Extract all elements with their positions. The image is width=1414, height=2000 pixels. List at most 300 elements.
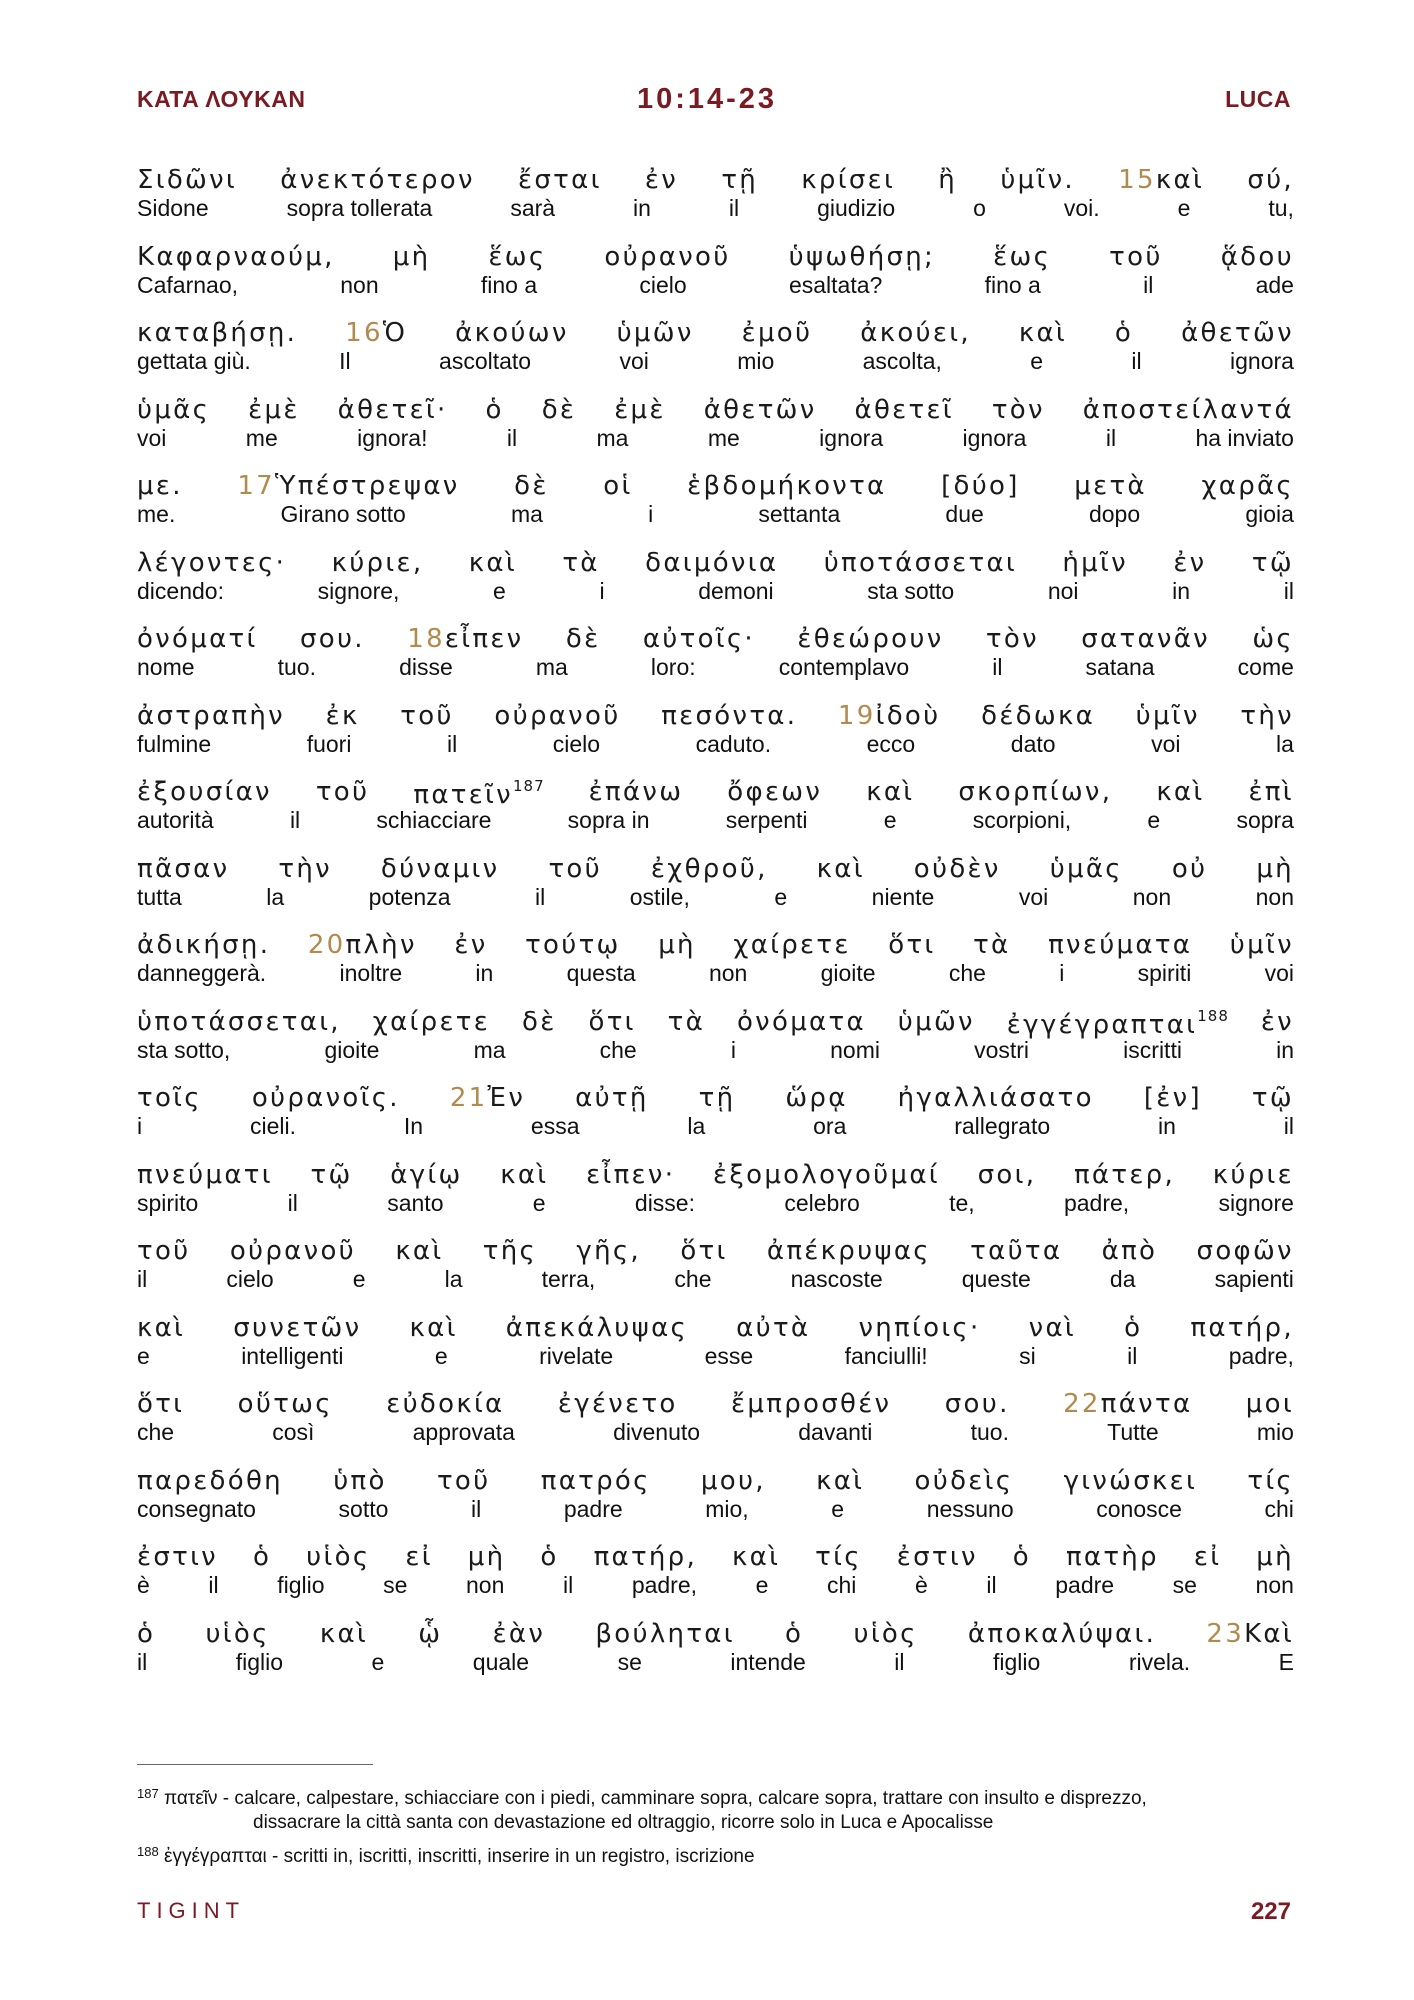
italian-word: padre, [1063, 1189, 1130, 1216]
italian-word: e [352, 1266, 366, 1292]
italian-word: sopra in [567, 807, 650, 833]
greek-word: πάτερ, [1073, 1159, 1176, 1190]
greek-word: τῆς [482, 1236, 538, 1266]
italian-word: e [1177, 195, 1191, 221]
greek-word: 22πάντα [1063, 1389, 1193, 1419]
italian-word: il [447, 730, 458, 757]
greek-word: ἀκούων [455, 318, 569, 348]
italian-word: il [137, 1266, 148, 1292]
greek-word: πατεῖν187 [413, 777, 545, 810]
greek-word: σου. [944, 1389, 1010, 1419]
italian-word: noi [1047, 577, 1079, 604]
italian-word: e [755, 1572, 769, 1598]
italian-word: In [403, 1113, 424, 1139]
italian-line [137, 1649, 1294, 1676]
greek-word: ὅτι [888, 930, 936, 960]
greek-word: ὁ [540, 1542, 559, 1572]
greek-word: πνεύματα [1048, 930, 1193, 960]
italian-word: rivela. [1128, 1648, 1191, 1675]
greek-word: καὶ [319, 1618, 369, 1649]
italian-line [137, 425, 1294, 452]
italian-word: se [617, 1648, 642, 1675]
greek-word: δύναμιν [380, 853, 500, 884]
italian-word: cielo [226, 1266, 274, 1292]
greek-word: ᾧ [418, 1618, 443, 1649]
italian-word: figlio [993, 1648, 1041, 1675]
interlinear-line [137, 691, 1294, 768]
italian-word: quale [472, 1648, 530, 1675]
greek-word: ἡμῖν [1062, 547, 1128, 578]
italian-word: serpenti [725, 807, 808, 833]
greek-word: καὶ [732, 1542, 781, 1572]
italian-line [137, 1419, 1294, 1446]
greek-word: ὑμῶν [897, 1006, 975, 1037]
italian-word: in [1276, 1036, 1294, 1063]
greek-word: τὴν [278, 853, 332, 884]
greek-word: υἱὸς [853, 1618, 918, 1649]
italian-word: Cafarnao, [137, 271, 239, 298]
footnote-number: 188 [137, 1844, 159, 1859]
italian-word: fino a [984, 271, 1041, 298]
italian-word: me [707, 424, 740, 451]
italian-word: approvata [412, 1419, 515, 1445]
greek-word: εἶπεν· [586, 1159, 676, 1190]
footnote-ref: 188 [1197, 1006, 1229, 1025]
greek-word: ἐμὲ [614, 394, 666, 425]
italian-word: il [506, 424, 518, 451]
italian-word: il [1105, 424, 1117, 451]
greek-line [137, 548, 1294, 578]
italian-word: non [340, 271, 379, 298]
greek-word: τοῖς [137, 1083, 202, 1113]
italian-word: e [371, 1648, 385, 1675]
italian-word: gioite [820, 960, 876, 986]
italian-word: nome [137, 654, 195, 680]
greek-word: 17Ὑπέστρεψαν [237, 471, 460, 501]
interlinear-line [137, 1379, 1294, 1456]
greek-word: καὶ [816, 853, 865, 884]
italian-word: cielo [552, 730, 601, 757]
italian-word: satana [1085, 654, 1155, 680]
greek-word: τὸν [991, 394, 1045, 425]
greek-word: ἀποστείλαντά [1082, 394, 1294, 425]
greek-word: ὁ [1114, 318, 1134, 348]
publisher-name: TIGINT [137, 1898, 246, 1923]
italian-word: cieli. [249, 1113, 296, 1139]
greek-word: αὐτὰ [736, 1312, 811, 1343]
italian-word: figlio [277, 1572, 325, 1598]
italian-word: celebro [784, 1189, 860, 1216]
italian-word: voi [1151, 730, 1181, 757]
greek-word: καὶ [1156, 777, 1205, 807]
greek-word: μου, [700, 1465, 766, 1496]
italian-word: dicendo: [137, 577, 224, 604]
italian-word: ma [535, 654, 568, 680]
italian-word: tutta [137, 883, 182, 910]
italian-word: disse [399, 654, 453, 680]
greek-word: τὴν [1240, 700, 1294, 731]
italian-word: intende [730, 1648, 806, 1675]
italian-word: E [1278, 1648, 1294, 1675]
greek-line [137, 1542, 1294, 1572]
greek-word: χαρᾶς [1201, 471, 1294, 501]
greek-line [137, 930, 1294, 960]
italian-word: essa [530, 1113, 580, 1139]
greek-word: Σιδῶνι [137, 165, 238, 195]
italian-word: i [648, 501, 654, 527]
italian-word: il [287, 1189, 298, 1216]
greek-line [137, 471, 1294, 501]
greek-word: ἐγγέγραπται188 [1006, 1006, 1229, 1040]
italian-word: i [137, 1113, 143, 1139]
italian-line [137, 501, 1294, 528]
italian-line [137, 1572, 1294, 1599]
interlinear-line [137, 385, 1294, 462]
greek-word: εἰ [405, 1542, 433, 1572]
greek-word: μὴ [1256, 1542, 1294, 1572]
italian-word: ignora [962, 424, 1027, 451]
italian-word: conosce [1096, 1495, 1182, 1522]
italian-word: fino a [480, 271, 538, 298]
greek-word: βούληται [595, 1618, 735, 1649]
italian-word: i [1059, 960, 1065, 986]
italian-word: il [562, 1572, 574, 1598]
interlinear-line [137, 997, 1294, 1074]
greek-word: πᾶσαν [137, 853, 230, 884]
greek-word: συνετῶν [233, 1312, 362, 1343]
italian-word: davanti [798, 1419, 873, 1445]
italian-word: tuo. [970, 1419, 1009, 1445]
interlinear-line [137, 308, 1294, 385]
page-number: 227 [1250, 1898, 1291, 1925]
italian-word: ascolta, [862, 348, 942, 374]
italian-word: ignora! [357, 424, 428, 451]
greek-word: ἐπάνω [588, 777, 684, 807]
interlinear-line [137, 1303, 1294, 1380]
italian-word: in [1172, 577, 1191, 604]
italian-word: e [137, 1342, 150, 1369]
greek-word: τοῦ [400, 700, 454, 731]
interlinear-line [137, 1456, 1294, 1533]
italian-line [137, 1190, 1294, 1217]
italian-word: ignora [819, 424, 884, 451]
italian-word: mio, [705, 1495, 749, 1522]
italian-word: mio [737, 348, 775, 374]
italian-word: nessuno [926, 1495, 1014, 1522]
verse-number: 17 [237, 471, 276, 501]
italian-word: che [674, 1266, 712, 1292]
italian-line [137, 1343, 1294, 1370]
interlinear-line [137, 538, 1294, 615]
italian-word: il [535, 883, 546, 910]
italian-word: Girano sotto [280, 501, 406, 527]
greek-word: ὡς [1252, 624, 1294, 654]
greek-word: ἐχθροῦ, [650, 853, 768, 884]
verse-number: 15 [1118, 165, 1156, 195]
italian-word: il [992, 654, 1003, 680]
italian-word: santo [387, 1189, 444, 1216]
greek-word: ἐν [644, 165, 679, 195]
greek-word: μὴ [1256, 853, 1294, 884]
italian-word: esse [704, 1342, 754, 1369]
italian-word: è [915, 1572, 928, 1598]
greek-word: ἀπὸ [1101, 1236, 1158, 1266]
greek-word: ἔμπροσθέν [731, 1389, 892, 1419]
italian-word: in [475, 960, 494, 986]
greek-word: υἱὸς [205, 1618, 270, 1649]
interlinear-line [137, 155, 1294, 232]
italian-word: gioia [1245, 501, 1294, 527]
greek-word: τοῦ [137, 1236, 191, 1266]
italian-word: il [1127, 1342, 1138, 1369]
greek-word: υἱὸς [306, 1542, 371, 1572]
verse-number: 22 [1063, 1389, 1101, 1419]
greek-word: ὑμᾶς [137, 394, 211, 425]
italian-word: autorità [137, 807, 214, 833]
greek-word: σατανᾶν [1081, 624, 1210, 654]
italian-line [137, 272, 1294, 299]
greek-word: ὅτι [588, 1006, 636, 1037]
italian-word: disse: [634, 1189, 695, 1216]
italian-word: signore [1218, 1189, 1294, 1216]
italian-word: ma [510, 501, 543, 527]
italian-word: il [289, 807, 301, 833]
verse-number: 23 [1206, 1618, 1245, 1649]
greek-word: ὁ [1124, 1312, 1143, 1343]
greek-word: δὲ [522, 1006, 557, 1037]
verse-number: 18 [407, 624, 445, 654]
italian-word: settanta [758, 501, 841, 527]
greek-line [137, 1313, 1294, 1343]
greek-word: σου. [299, 624, 365, 654]
greek-word: ἀποκαλύψαι. [967, 1618, 1157, 1649]
italian-word: dato [1010, 730, 1056, 757]
italian-word: la [1276, 730, 1294, 757]
greek-word: ὀνόματα [736, 1006, 866, 1037]
greek-word: γῆς, [576, 1236, 641, 1266]
greek-word: ἀθετῶν [703, 394, 817, 425]
interlinear-line [137, 614, 1294, 691]
greek-word: ἠγαλλιάσατο [897, 1083, 1094, 1113]
italian-word: sopra [1236, 807, 1294, 833]
italian-line [137, 731, 1294, 758]
italian-word: così [272, 1419, 315, 1445]
footnote-ref: 187 [512, 777, 545, 795]
greek-word: ἀνεκτότερον [280, 165, 475, 195]
greek-word: οὕτως [237, 1389, 333, 1419]
greek-word: ἀπέκρυψας [766, 1236, 931, 1266]
italian-word: il [728, 195, 740, 221]
greek-line [137, 165, 1294, 195]
italian-word: ostile, [629, 883, 690, 910]
italian-word: padre [563, 1495, 623, 1522]
greek-line [137, 242, 1294, 272]
greek-word: 18εἶπεν [407, 624, 524, 654]
footnote-188 [137, 1840, 1297, 1869]
italian-word: me [245, 424, 278, 451]
greek-word: 16Ὁ [345, 318, 408, 348]
greek-word: τὰ [667, 1006, 706, 1037]
interlinear-line [137, 1150, 1294, 1227]
greek-word: ἀθετεῖ [854, 394, 954, 425]
italian-word: tu, [1268, 195, 1294, 221]
greek-word: οὐρανοῦ [604, 241, 731, 272]
verse-number: 16 [345, 318, 383, 348]
italian-word: sta sotto, [137, 1036, 231, 1063]
italian-word: potenza [368, 883, 451, 910]
greek-word: ὑμᾶς [1049, 853, 1123, 884]
italian-word: il [1143, 271, 1154, 298]
italian-word: e [1147, 807, 1161, 833]
greek-word: ὁ [252, 1542, 272, 1572]
greek-word: 15καὶ [1118, 165, 1205, 195]
greek-word: οὐ [1171, 853, 1208, 884]
italian-word: queste [961, 1266, 1031, 1292]
greek-word: σκορπίων, [958, 777, 1113, 807]
greek-word: τοῦ [436, 1465, 491, 1496]
italian-word: iscritti [1123, 1036, 1182, 1063]
greek-word: ἀπεκάλυψας [505, 1312, 689, 1343]
italian-word: sotto [338, 1495, 389, 1522]
greek-word: καταβήσῃ. [137, 318, 298, 348]
greek-word: ὁ [485, 394, 504, 425]
greek-word: κύριε [1212, 1159, 1294, 1190]
greek-word: ἐν [454, 930, 488, 960]
italian-word: e [532, 1189, 546, 1216]
italian-word: il [986, 1572, 997, 1598]
greek-line [137, 1083, 1294, 1113]
italian-word: non [1132, 883, 1172, 910]
italian-word: non [1255, 883, 1294, 910]
greek-word: ἁγίῳ [390, 1159, 463, 1190]
italian-word: divenuto [613, 1419, 701, 1445]
greek-word: πατήρ, [1190, 1312, 1294, 1343]
italian-word: nomi [830, 1036, 880, 1063]
greek-word: μετὰ [1074, 471, 1147, 501]
greek-word: λέγοντες· [137, 547, 287, 578]
italian-word: voi [619, 348, 649, 374]
greek-word: χαίρετε [733, 930, 851, 960]
greek-word: ἐν [1260, 1006, 1294, 1037]
italian-word: questa [566, 960, 636, 986]
greek-word: καὶ [137, 1312, 186, 1343]
greek-word: [ἐν] [1143, 1083, 1202, 1113]
greek-word: τὰ [562, 547, 600, 578]
greek-word: αὐτοῖς· [642, 624, 755, 654]
italian-word: e [831, 1495, 845, 1522]
greek-word: χαίρετε [372, 1006, 491, 1037]
italian-word: niente [871, 883, 935, 910]
greek-word: τῇ [698, 1083, 736, 1113]
italian-word: la [266, 883, 285, 910]
italian-word: nascoste [790, 1266, 883, 1292]
greek-word: οὐρανοῦ [229, 1236, 356, 1266]
greek-word: ἐξουσίαν [137, 777, 272, 807]
book-title-greek: ΚΑΤΑ ΛΟΥΚΑΝ [137, 86, 306, 112]
greek-word: ὑπὸ [333, 1465, 387, 1496]
greek-word: πατρός [540, 1465, 651, 1496]
greek-word: ὑμῶν [616, 318, 694, 348]
greek-word: ὁ [137, 1618, 156, 1649]
italian-word: e [883, 807, 897, 833]
greek-word: ὑψωθήσῃ; [788, 241, 936, 272]
greek-word: δὲ [514, 471, 549, 501]
italian-word: chi [827, 1572, 857, 1598]
greek-word: οὐρανοῖς. [251, 1083, 400, 1113]
italian-word: fanciulli! [844, 1342, 928, 1369]
italian-line [137, 807, 1294, 834]
italian-line [137, 195, 1294, 222]
greek-word: εὐδοκία [386, 1389, 505, 1419]
greek-word: ἐπὶ [1248, 777, 1294, 807]
greek-word: ἐμοῦ [741, 318, 813, 348]
italian-word: rivelate [539, 1342, 614, 1369]
greek-word: τὰ [973, 930, 1011, 960]
greek-word: τῷ [1251, 547, 1294, 578]
italian-word: e [493, 577, 506, 604]
greek-word: τούτῳ [525, 930, 621, 960]
verse-number: 21 [449, 1083, 488, 1113]
greek-word: τοῦ [548, 853, 602, 884]
greek-word: ἀθετεῖ· [337, 394, 448, 425]
italian-word: figlio [235, 1648, 284, 1675]
italian-word: gettata giù. [137, 348, 251, 374]
italian-line [137, 1113, 1294, 1140]
greek-word: ἀκούει, [860, 318, 971, 348]
greek-word: καὶ [468, 547, 517, 578]
italian-line [137, 1037, 1294, 1064]
greek-word: κύριε, [331, 547, 424, 578]
interlinear-line [137, 844, 1294, 921]
italian-word: il [471, 1495, 482, 1522]
italian-word: signore, [317, 577, 400, 604]
greek-word: με. [137, 471, 183, 501]
greek-line [137, 1619, 1294, 1649]
greek-word: ἐστιν [896, 1542, 978, 1572]
italian-word: ignora [1230, 348, 1294, 374]
italian-word: ade [1255, 271, 1294, 298]
italian-word: è [137, 1572, 150, 1598]
italian-word: inoltre [339, 960, 403, 986]
greek-line [137, 318, 1294, 348]
greek-word: ὁ [1012, 1542, 1031, 1572]
italian-word: la [687, 1113, 706, 1139]
greek-word: οὐδεὶς [914, 1465, 1014, 1496]
italian-line [137, 960, 1294, 987]
greek-word: ἐμὲ [248, 394, 300, 425]
greek-line [137, 624, 1294, 654]
italian-word: Tutte [1107, 1419, 1159, 1445]
greek-word: τοῦ [1109, 241, 1163, 272]
greek-word: οὐδὲν [913, 853, 1001, 884]
greek-word: δέδωκα [981, 700, 1096, 731]
greek-word: ἐν [1173, 547, 1207, 578]
italian-word: contemplavo [778, 654, 910, 680]
italian-word: ecco [866, 730, 916, 757]
italian-word: sapienti [1214, 1266, 1294, 1292]
greek-word: ὄφεων [727, 777, 823, 807]
italian-word: terra, [541, 1266, 596, 1292]
italian-word: voi [1264, 960, 1294, 986]
italian-word: i [599, 577, 605, 604]
greek-word: ἔσται [518, 165, 602, 195]
book-title-italian: LUCA [1225, 86, 1291, 112]
greek-word: ταῦτα [970, 1236, 1063, 1266]
italian-word: da [1109, 1266, 1136, 1292]
interlinear-line [137, 1532, 1294, 1609]
italian-word: si [1019, 1342, 1036, 1369]
italian-word: non [466, 1572, 505, 1598]
